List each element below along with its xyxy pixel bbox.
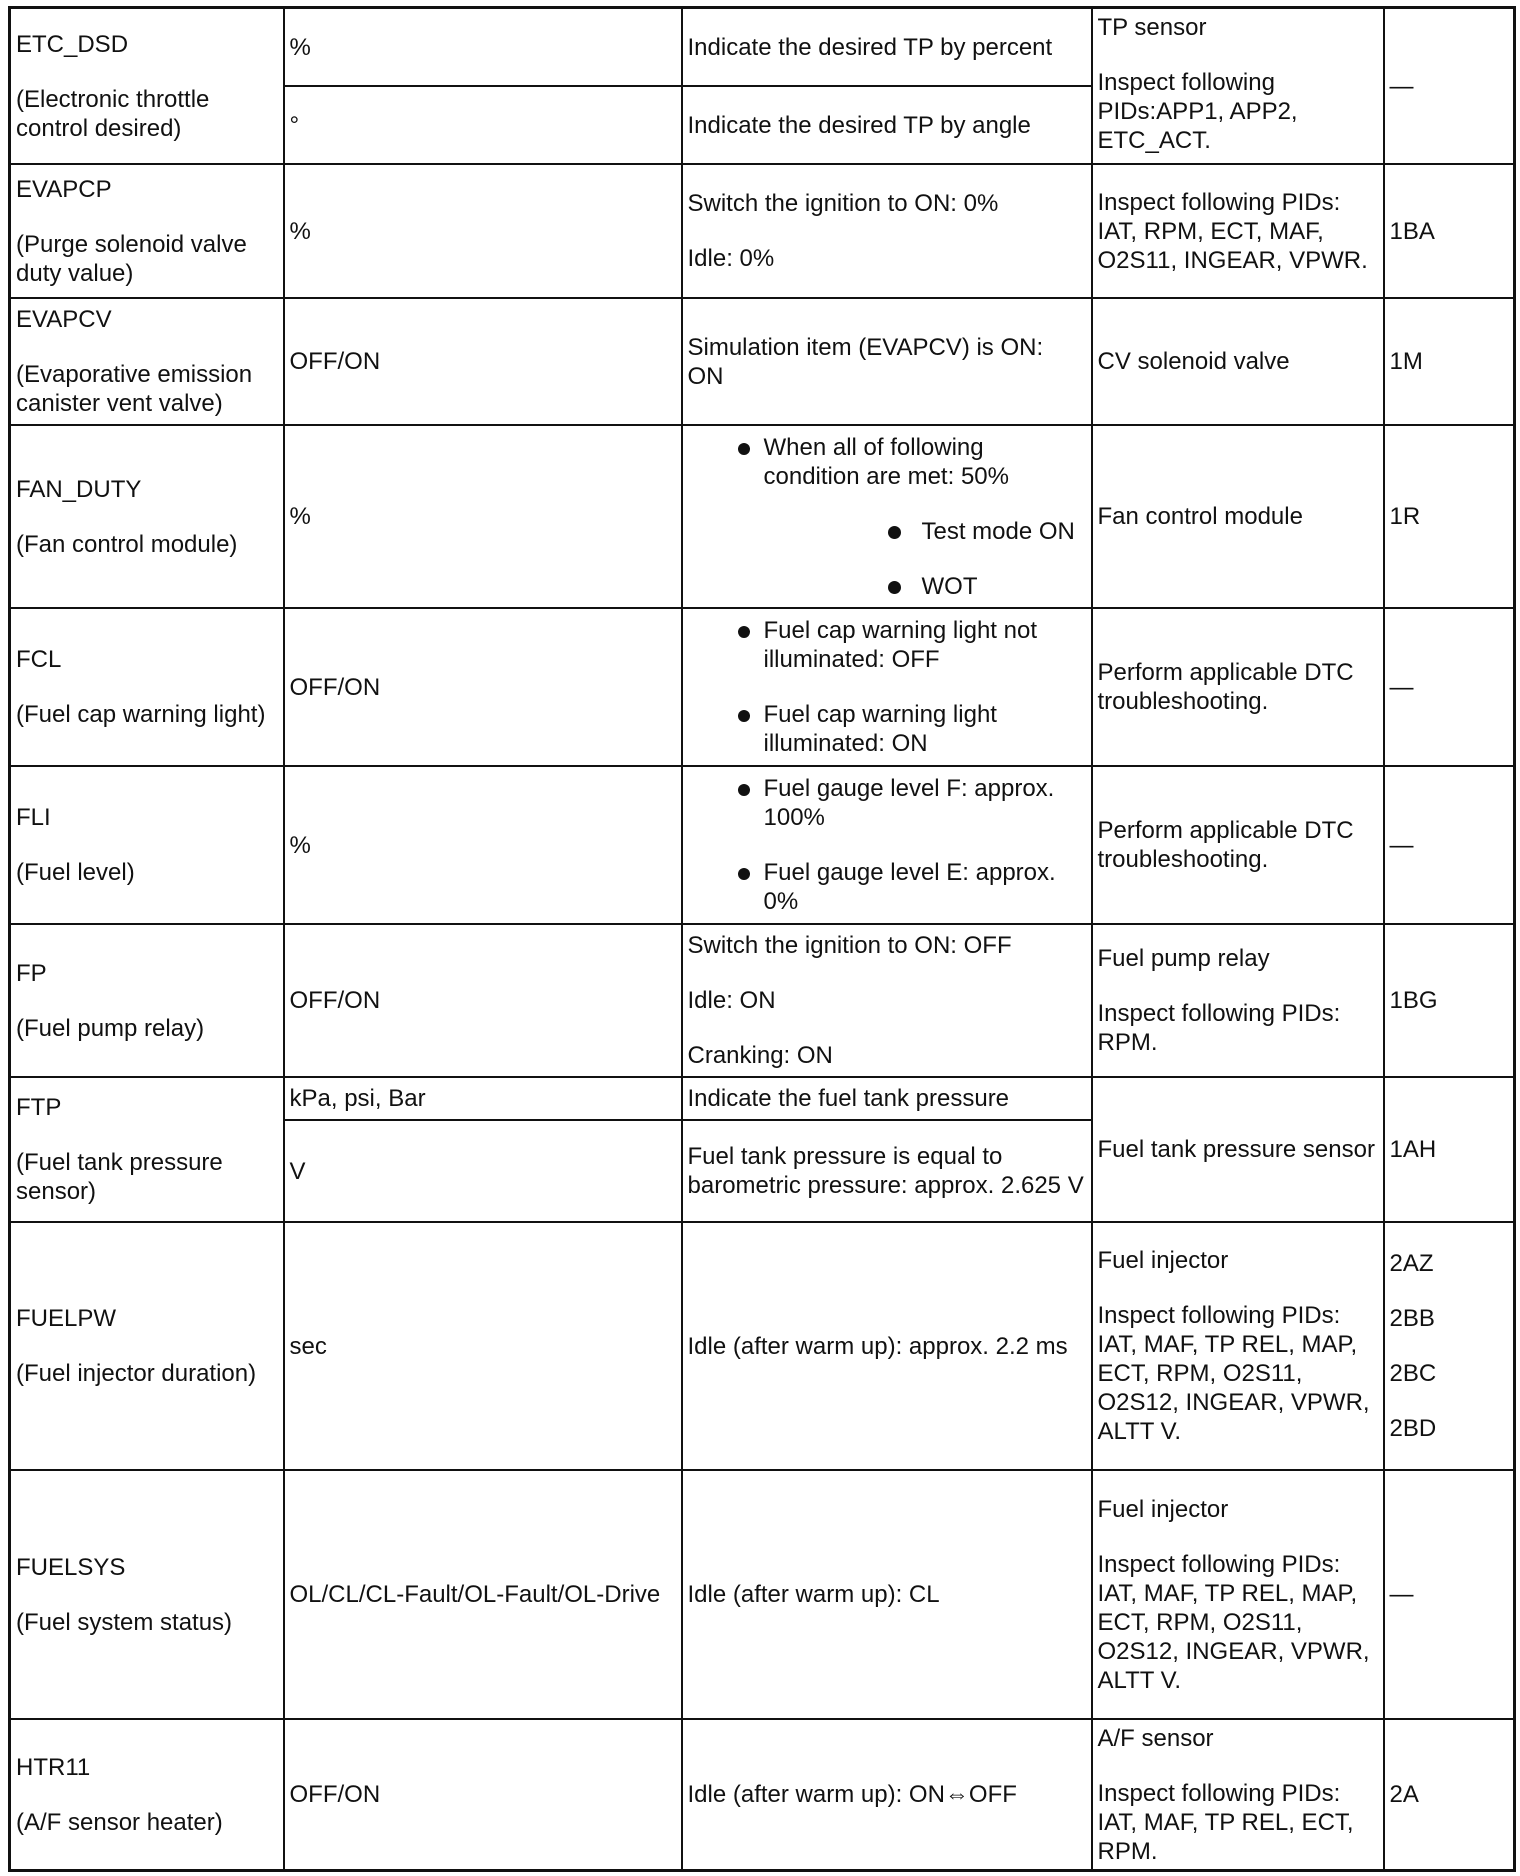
action-detail: Inspect following PIDs: IAT, MAF, TP REL, ECT, RPM. — [1097, 1779, 1354, 1865]
pid-name: EVAPCV — [16, 306, 112, 333]
unit-cell: V — [284, 1120, 682, 1222]
sub-condition-list — [764, 517, 1086, 601]
pid-cell — [10, 1077, 284, 1222]
action-detail: Inspect following PIDs: IAT, MAF, TP REL, MAP, ECT, RPM, O2S11, O2S12, INGEAR, VPWR, ALTT V. — [1097, 1302, 1370, 1445]
unit-cell: % — [284, 164, 682, 298]
list-item — [688, 433, 1086, 601]
unit-cell: sec — [284, 1222, 682, 1470]
pid-description: (Fuel level) — [16, 859, 135, 886]
condition-line: Idle: ON — [687, 987, 776, 1014]
action-cell: CV solenoid valve — [1092, 298, 1384, 425]
condition-line: Switch the ignition to ON: OFF — [687, 932, 1012, 959]
condition-list — [688, 774, 1086, 916]
table-row — [10, 164, 1515, 298]
terminal-cell: 1AH — [1384, 1077, 1515, 1222]
pid-cell — [10, 298, 284, 425]
table-row — [10, 608, 1515, 766]
condition-line: Switch the ignition to ON: 0% — [687, 190, 999, 217]
terminal-cell: — — [1384, 1470, 1515, 1719]
pid-name: FUELSYS — [16, 1553, 126, 1581]
unit-cell: OFF/ON — [284, 298, 682, 425]
terminal-cell: — — [1384, 8, 1515, 164]
pid-name: FTP — [16, 1094, 62, 1121]
condition-cell: Indicate the fuel tank pressure — [682, 1077, 1092, 1120]
terminal-code: 2BC — [1389, 1360, 1437, 1387]
condition-cell: Idle (after warm up): approx. 2.2 ms — [682, 1222, 1092, 1470]
action-cell — [1092, 8, 1384, 164]
unit-cell: kPa, psi, Bar — [284, 1077, 682, 1120]
condition-cell: Idle (after warm up): CL — [682, 1470, 1092, 1719]
table-row — [10, 425, 1515, 608]
condition-cell: Fuel tank pressure is equal to barometric pressure: approx. 2.625 V — [682, 1120, 1092, 1222]
pid-description: (Fan control module) — [16, 530, 238, 558]
pid-name: ETC_DSD — [16, 30, 129, 58]
pid-name: FLI — [16, 804, 51, 831]
pid-name: FUELPW — [16, 1305, 117, 1332]
action-cell: Perform applicable DTC troubleshooting. — [1092, 766, 1384, 924]
unit-cell: OL/CL/CL-Fault/OL-Fault/OL-Drive — [284, 1470, 682, 1719]
terminal-cell: 1BG — [1384, 924, 1515, 1077]
terminal-code: 2AZ — [1389, 1250, 1434, 1277]
table-row — [10, 1222, 1515, 1470]
action-title: Fuel injector — [1097, 1495, 1229, 1523]
action-cell: Fan control module — [1092, 425, 1384, 608]
table-row — [10, 766, 1515, 924]
table-row — [10, 1470, 1515, 1719]
terminal-cell: 1BA — [1384, 164, 1515, 298]
pid-description: (Fuel tank pressure sensor) — [16, 1149, 223, 1205]
condition-cell: Indicate the desired TP by percent — [682, 8, 1092, 86]
pid-description: (Fuel injector duration) — [16, 1360, 257, 1387]
list-item: Fuel cap warning light illuminated: ON — [688, 700, 1086, 758]
condition-list — [688, 433, 1086, 601]
action-detail: Inspect following PIDs: IAT, MAF, TP REL, MAP, ECT, RPM, O2S11, O2S12, INGEAR, VPWR, ALTT V. — [1097, 1550, 1370, 1694]
pid-cell — [10, 1470, 284, 1719]
table-row — [10, 298, 1515, 425]
condition-cell: Indicate the desired TP by angle — [682, 86, 1092, 164]
table-row — [10, 1719, 1515, 1871]
pid-name: FAN_DUTY — [16, 475, 142, 503]
terminal-cell: — — [1384, 608, 1515, 766]
list-item: Fuel gauge level E: approx. 0% — [688, 858, 1086, 916]
table-row — [10, 8, 1515, 86]
pid-cell — [10, 1719, 284, 1871]
condition-line: Cranking: ON — [687, 1042, 833, 1069]
condition-cell: Idle (after warm up): ON⇔OFF — [682, 1719, 1092, 1871]
action-cell: Perform applicable DTC troubleshooting. — [1092, 608, 1384, 766]
action-cell — [1092, 1222, 1384, 1470]
pid-cell — [10, 425, 284, 608]
action-title: Fuel injector — [1097, 1247, 1229, 1274]
pid-name: HTR11 — [16, 1753, 91, 1781]
condition-bullet: When all of following condition are met: 50% — [763, 433, 1009, 490]
condition-cell — [682, 164, 1092, 298]
pid-cell — [10, 924, 284, 1077]
pid-description: (Purge solenoid valve duty value) — [16, 230, 247, 287]
condition-cell — [682, 924, 1092, 1077]
unit-cell: OFF/ON — [284, 924, 682, 1077]
condition-cell — [682, 608, 1092, 766]
list-item: Test mode ON — [764, 517, 1086, 546]
unit-cell: OFF/ON — [284, 608, 682, 766]
pid-name: EVAPCP — [16, 175, 112, 203]
terminal-code: 2BD — [1389, 1415, 1437, 1442]
list-item: Fuel gauge level F: approx. 100% — [688, 774, 1086, 832]
pid-name: FP — [16, 959, 47, 987]
pid-description: (Electronic throttle control desired) — [16, 85, 210, 142]
pid-monitor-table — [8, 6, 1516, 1872]
pid-cell — [10, 766, 284, 924]
terminal-code: 2BB — [1389, 1305, 1435, 1332]
pid-cell — [10, 1222, 284, 1470]
terminal-cell: 1R — [1384, 425, 1515, 608]
action-title: TP sensor — [1097, 14, 1207, 41]
pid-description: (A/F sensor heater) — [16, 1808, 223, 1836]
action-cell: Fuel tank pressure sensor — [1092, 1077, 1384, 1222]
unit-cell: % — [284, 8, 682, 86]
pid-monitor-table-page — [8, 6, 1513, 1867]
pid-cell — [10, 608, 284, 766]
action-cell: Inspect following PIDs: IAT, RPM, ECT, MAF, O2S11, INGEAR, VPWR. — [1092, 164, 1384, 298]
table-row — [10, 924, 1515, 1077]
pid-cell — [10, 164, 284, 298]
unit-cell: OFF/ON — [284, 1719, 682, 1871]
unit-cell: % — [284, 766, 682, 924]
action-detail: Inspect following PIDs:APP1, APP2, ETC_ACT. — [1097, 69, 1298, 154]
pid-name: FCL — [16, 646, 62, 673]
condition-cell: Simulation item (EVAPCV) is ON: ON — [682, 298, 1092, 425]
action-cell — [1092, 1470, 1384, 1719]
action-detail: Inspect following PIDs: RPM. — [1097, 1000, 1341, 1056]
pid-description: (Fuel system status) — [16, 1608, 233, 1636]
terminal-cell — [1384, 1222, 1515, 1470]
list-item: WOT — [764, 572, 1086, 601]
condition-cell — [682, 766, 1092, 924]
condition-cell — [682, 425, 1092, 608]
pid-description: (Evaporative emission canister vent valve) — [16, 361, 253, 417]
list-item: Fuel cap warning light not illuminated: OFF — [688, 616, 1086, 674]
action-title: Fuel pump relay — [1097, 945, 1270, 972]
pid-description: (Fuel pump relay) — [16, 1014, 205, 1042]
pid-description: (Fuel cap warning light) — [16, 701, 266, 728]
terminal-cell: 2A — [1384, 1719, 1515, 1871]
terminal-cell: — — [1384, 766, 1515, 924]
table-row — [10, 1077, 1515, 1120]
unit-cell: % — [284, 425, 682, 608]
action-cell — [1092, 1719, 1384, 1871]
condition-list — [688, 616, 1086, 758]
action-title: A/F sensor — [1097, 1724, 1214, 1752]
unit-cell: ° — [284, 86, 682, 164]
condition-line: Idle: 0% — [687, 245, 775, 272]
terminal-cell: 1M — [1384, 298, 1515, 425]
pid-cell — [10, 8, 284, 164]
action-cell — [1092, 924, 1384, 1077]
